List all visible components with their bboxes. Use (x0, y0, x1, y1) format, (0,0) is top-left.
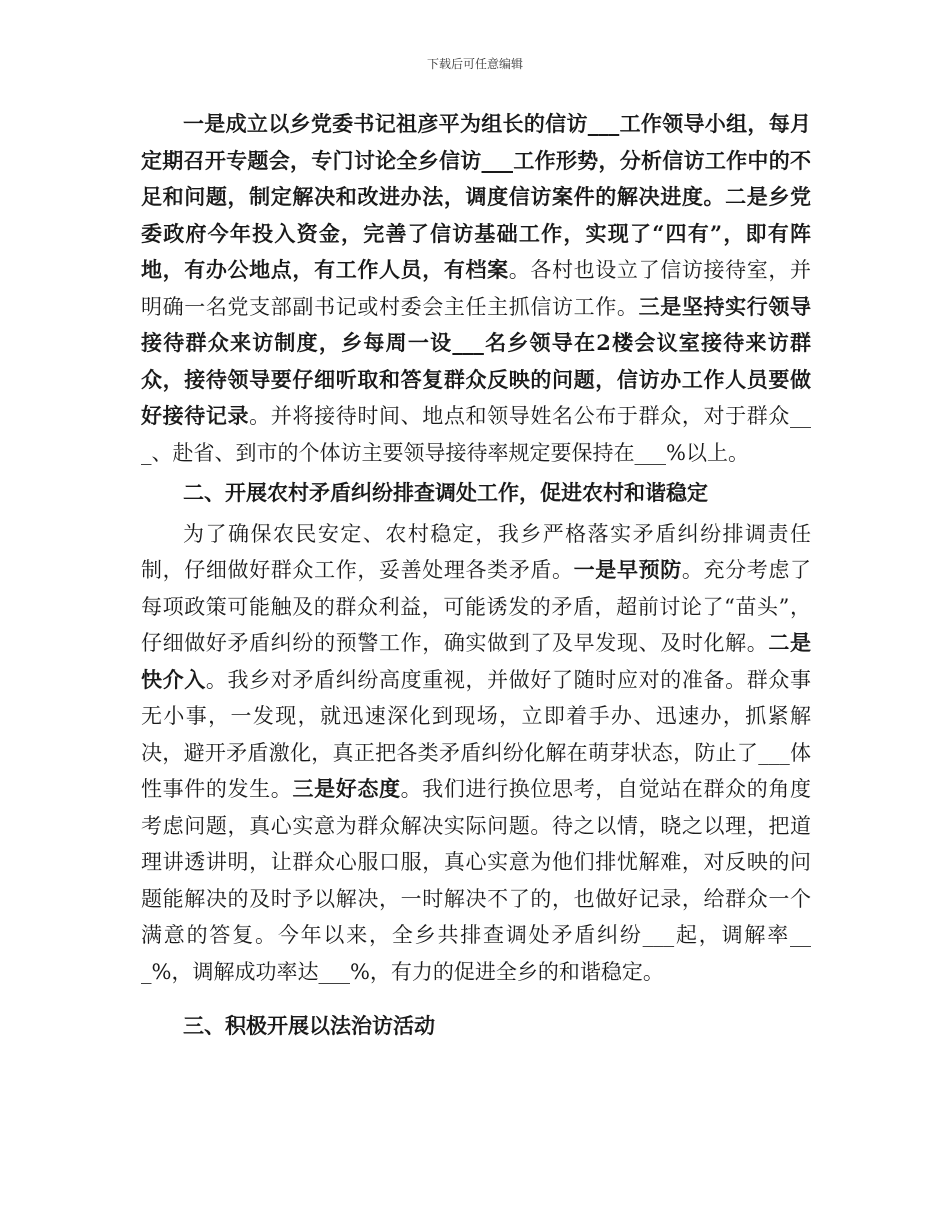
paragraph-petition-work (141, 106, 811, 471)
header-note: 下载后可任意编辑 (426, 57, 523, 71)
paragraph-dispute-resolution (141, 516, 811, 991)
text-run-attitude-detail: 。我们进行换位思考，自觉站在群众的角度考虑问题，真心实意为群众解决实际问题。待之以情，晓之以理，把道理讲透讲明，让群众心服口服，真心实意为他们排忧解难，对反映的问题能解决的及时予以解决，一时解决不了的，也做好记录，给群众一个满意的答复。今年以来，全乡共排查调处矛盾纠纷___起，调解率___%，调解成功率达___%，有力的促进全乡的和谐稳定。 (141, 777, 812, 984)
bold-run-leadership-group: 一是成立以乡党委书记祖彦平为组长的信访___工作领导小组，每月定期召开专题会，专门讨论全乡信访___工作形势，分析信访工作中的不足和问题，制定解决和改进办法，调度信访案件的解决进度。二是乡党委政府今年投入资金，完善了信访基础工作，实现了“四有”，即有阵地，有办公地点，有工作人员，有档案 (141, 111, 811, 282)
bold-run-reception-system: 三是坚持实行领导接待群众来访制度，乡每周一设___名乡领导在2楼会议室接待来访群众，接待领导要仔细听取和答复群众反映的问题，信访办工作人员要做好接待记录 (141, 293, 812, 428)
text-run-village-reception: 。各村也设立了信访接待室，并明确一名党支部副书记或村委会主任主抓信访工作。 (141, 258, 811, 319)
bold-run-fast-intervention: 二是快介入 (141, 630, 812, 692)
bold-run-early-prevention: 一是早预防 (573, 557, 682, 582)
text-run-prevention-detail: 。充分考虑了每项政策可能触及的群众利益，可能诱发的矛盾，超前讨论了“苗头”，仔细做好矛盾纠纷的预警工作，确实做到了及早发现、及时化解。 (141, 558, 812, 655)
document-body (141, 106, 811, 1045)
bold-run-good-attitude: 三是好态度 (292, 776, 401, 801)
text-run-reception-publicity: 。并将接待时间、地点和领导姓名公布于群众，对于群众___、赴省、到市的个体访主要领导接待率规定要保持在___%以上。 (141, 404, 812, 465)
section-heading-rule-of-law: 三、积极开展以法治访活动 (183, 1013, 435, 1038)
text-run-intro: 为了确保农民安定、农村稳定，我乡严格落实矛盾纠纷排调责任制，仔细做好群众工作，妥善处理各类矛盾。 (141, 521, 811, 582)
text-run-intervention-detail: 。我乡对矛盾纠纷高度重视，并做好了随时应对的准备。群众事无小事，一发现，就迅速深化到现场，立即着手办、迅速办，抓紧解决，避开矛盾激化，真正把各类矛盾纠纷化解在萌芽状态，防止了___体性事件的发生。 (141, 667, 812, 801)
section-heading-dispute-resolution: 二、开展农村矛盾纠纷排查调处工作，促进农村和谐稳定 (183, 480, 708, 505)
